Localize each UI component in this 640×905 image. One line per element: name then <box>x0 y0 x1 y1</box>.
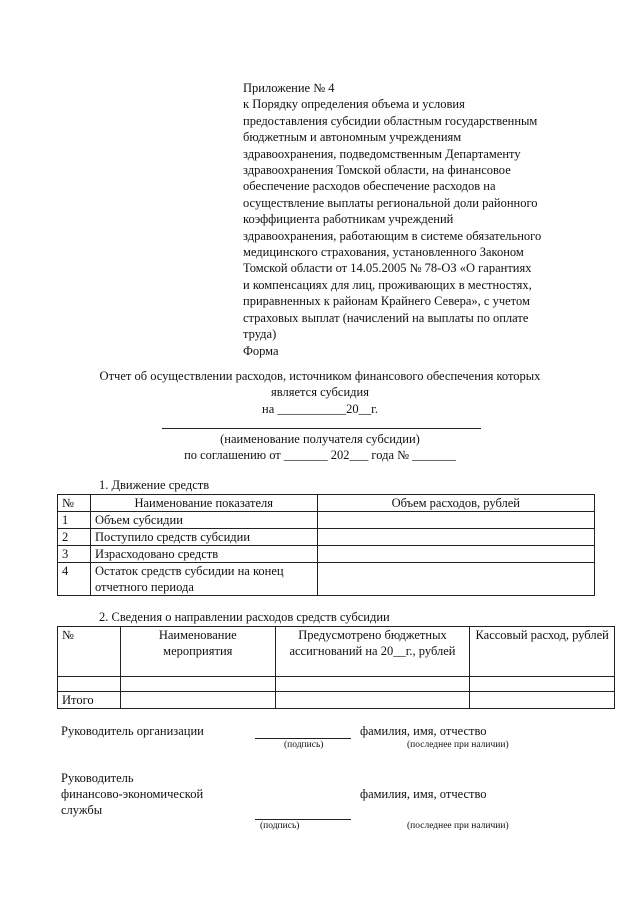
signature-caption: (подпись) <box>284 740 324 750</box>
appendix-line: Томской области от 14.05.2005 № 78-ОЗ «О гарантиях <box>243 261 532 276</box>
row-num: 3 <box>58 546 91 563</box>
head-finance-label-line2: финансово-экономической <box>61 787 204 801</box>
row-name: Поступило средств субсидии <box>90 529 317 546</box>
appendix-line: приравненных к районам Крайнего Севера», с учетом <box>243 294 530 309</box>
agreement-line: по соглашению от _______ 202___ года № _______ <box>184 448 456 462</box>
table-row <box>58 677 615 692</box>
empty-cell[interactable] <box>58 677 121 692</box>
appendix-line: Приложение № 4 <box>243 81 335 95</box>
patronymic-caption: (последнее при наличии) <box>407 740 509 750</box>
appendix-line: здравоохранения, работающим в системе обязательного <box>243 228 542 243</box>
total-row <box>58 692 615 709</box>
signature-line[interactable] <box>255 819 351 820</box>
appendix-block <box>243 80 588 359</box>
total-label: Итого <box>58 692 121 709</box>
header-cash-expense: Кассовый расход, рублей <box>470 627 615 677</box>
head-finance-label-line3: службы <box>61 803 103 817</box>
appendix-line: труда) <box>243 327 277 342</box>
appendix-line: осуществление выплаты региональной доли районного <box>243 195 538 210</box>
form-label: Форма <box>243 343 279 358</box>
appendix-line: коэффициента работникам учреждений <box>243 212 454 227</box>
appendix-line: здравоохранения, подведомственным Департаменту <box>243 146 521 161</box>
movement-table <box>57 494 595 596</box>
row-amount-cell[interactable] <box>317 529 594 546</box>
empty-cell[interactable] <box>275 677 470 692</box>
row-amount-cell[interactable] <box>317 546 594 563</box>
table-row <box>58 529 595 546</box>
header-indicator: Наименование показателя <box>90 495 317 512</box>
recipient-name-line <box>162 428 481 429</box>
signature-line[interactable] <box>255 738 351 739</box>
empty-cell[interactable] <box>470 677 615 692</box>
row-amount-cell[interactable] <box>317 563 594 596</box>
row-num: 1 <box>58 512 91 529</box>
total-cash-cell[interactable] <box>470 692 615 709</box>
report-title-line2: является субсидия <box>271 385 369 399</box>
appendix-line: и компенсациях для лиц, проживающих в местностях, <box>243 277 532 292</box>
appendix-line: к Порядку определения объема и условия <box>243 97 465 112</box>
header-amount: Объем расходов, рублей <box>317 495 594 512</box>
total-allocated-cell[interactable] <box>275 692 470 709</box>
appendix-line: бюджетным и автономным учреждениям <box>243 130 462 145</box>
fio-label: фамилия, имя, отчество <box>360 787 487 801</box>
table-header-row <box>58 495 595 512</box>
total-cell <box>120 692 275 709</box>
report-date-line: на ___________20__г. <box>262 402 378 416</box>
header-num: № <box>58 627 121 677</box>
table-row <box>58 546 595 563</box>
row-name: Объем субсидии <box>90 512 317 529</box>
section1-title: 1. Движение средств <box>99 478 210 492</box>
empty-cell[interactable] <box>120 677 275 692</box>
section2-title: 2. Сведения о направлении расходов средств субсидии <box>99 610 390 624</box>
row-num: 2 <box>58 529 91 546</box>
appendix-line: обеспечение расходов обеспечение расходов на <box>243 179 496 194</box>
report-title-line1: Отчет об осуществлении расходов, источником финансового обеспечения которых <box>99 369 541 383</box>
row-name: Остаток средств субсидии на конец отчетного периода <box>90 563 317 596</box>
row-num: 4 <box>58 563 91 596</box>
appendix-line: медицинского страхования, установленного Законом <box>243 245 524 260</box>
fio-label: фамилия, имя, отчество <box>360 724 487 738</box>
table-row <box>58 512 595 529</box>
head-organization-label: Руководитель организации <box>61 724 204 738</box>
table-header-row <box>58 627 615 677</box>
signature-caption: (подпись) <box>260 821 300 831</box>
table-row <box>58 563 595 596</box>
appendix-line: страховых выплат (начислений на выплаты по оплате <box>243 310 529 325</box>
expenses-table <box>57 626 615 709</box>
head-finance-label-line1: Руководитель <box>61 771 134 785</box>
header-num: № <box>58 495 91 512</box>
appendix-line: здравоохранения Томской области, на финансовое <box>243 163 511 178</box>
row-amount-cell[interactable] <box>317 512 594 529</box>
appendix-line: предоставления субсидии областным государственным <box>243 113 538 128</box>
header-allocated: Предусмотрено бюджетных ассигнований на 20__г., рублей <box>275 627 470 677</box>
patronymic-caption: (последнее при наличии) <box>407 821 509 831</box>
recipient-caption: (наименование получателя субсидии) <box>220 432 420 446</box>
row-name: Израсходовано средств <box>90 546 317 563</box>
header-activity: Наименование мероприятия <box>120 627 275 677</box>
